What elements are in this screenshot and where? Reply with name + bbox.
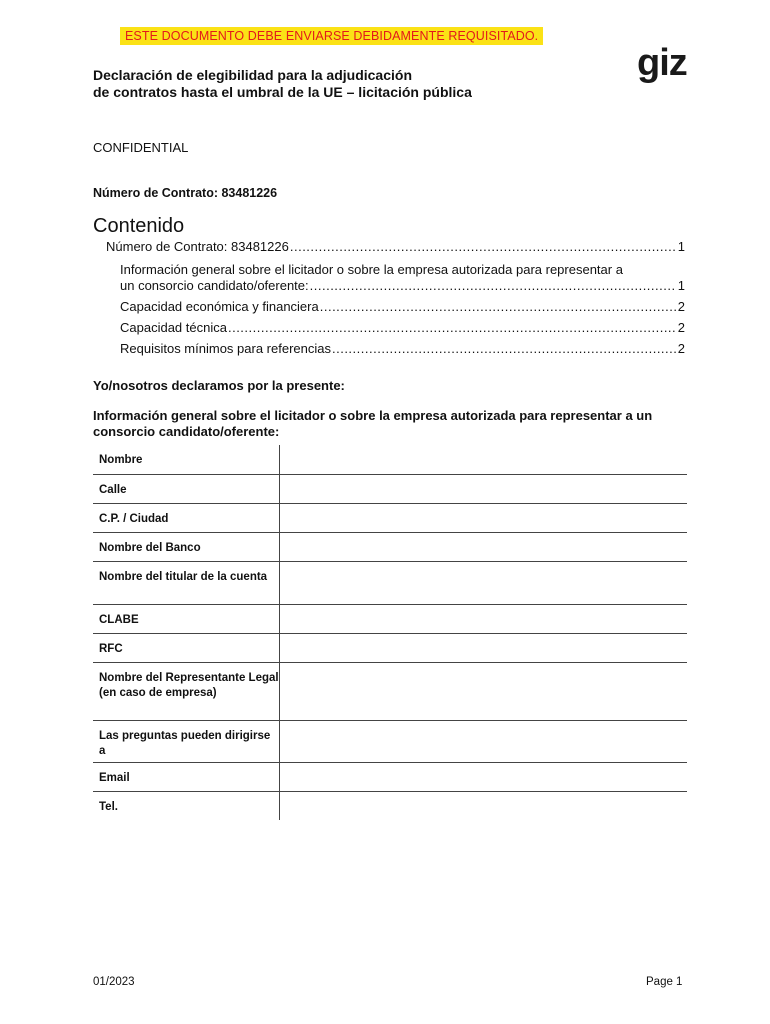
- form-row: [93, 633, 687, 662]
- form-row: [93, 791, 687, 820]
- confidential-label: CONFIDENTIAL: [93, 140, 189, 155]
- giz-logo: giz: [637, 42, 687, 84]
- footer-date: 01/2023: [93, 976, 135, 988]
- bidder-info-form: [93, 445, 687, 820]
- document-title: [93, 67, 613, 101]
- field-label: Las preguntas pueden dirigirse a: [99, 729, 271, 757]
- field-value-input[interactable]: [280, 532, 688, 561]
- field-label: RFC: [99, 642, 123, 655]
- form-row: [93, 474, 687, 503]
- toc-entry-text: Capacidad económica y financiera: [120, 299, 319, 314]
- form-row: [93, 503, 687, 532]
- form-row: [93, 532, 687, 561]
- toc-entry-technical-capacity[interactable]: [120, 320, 685, 336]
- toc-entry-page: 2: [677, 320, 685, 335]
- field-label: CLABE: [99, 613, 139, 626]
- form-row: [93, 662, 687, 720]
- field-label: Nombre del Banco: [99, 541, 201, 554]
- field-value-input[interactable]: [280, 445, 688, 474]
- toc-dot-leader: [310, 278, 676, 294]
- field-value-input[interactable]: [280, 474, 688, 503]
- form-row: [93, 720, 687, 762]
- toc-entry-page: 1: [677, 239, 685, 254]
- title-line-2: de contratos hasta el umbral de la UE – licitación pública: [93, 84, 472, 100]
- field-label: Tel.: [99, 800, 118, 813]
- toc-dot-leader: [228, 320, 676, 336]
- field-label: C.P. / Ciudad: [99, 512, 169, 525]
- toc-dot-leader: [290, 239, 676, 255]
- toc-entry-text: Requisitos mínimos para referencias: [120, 341, 331, 356]
- title-line-1: Declaración de elegibilidad para la adjudicación: [93, 67, 412, 83]
- toc-heading: Contenido: [93, 215, 185, 237]
- toc-entry-page: 1: [677, 278, 685, 293]
- form-row: [93, 445, 687, 474]
- contract-number: Número de Contrato: 83481226: [93, 186, 278, 200]
- field-label: Nombre del titular de la cuenta: [99, 570, 268, 583]
- toc-entry-financial-capacity[interactable]: [120, 299, 685, 315]
- form-row: [93, 561, 687, 604]
- general-info-heading: Información general sobre el licitador o sobre la empresa autorizada para representar a un consorcio candidato/oferente:: [93, 408, 653, 439]
- toc-entry-text: Número de Contrato: 83481226: [106, 239, 289, 254]
- field-value-input[interactable]: [280, 720, 688, 762]
- declaration-heading: Yo/nosotros declaramos por la presente:: [93, 378, 345, 393]
- field-label: Email: [99, 771, 130, 784]
- toc-entry-general-info[interactable]: [120, 262, 685, 294]
- toc-dot-leader: [332, 341, 676, 357]
- toc-entry-page: 2: [677, 341, 685, 356]
- toc-dot-leader: [320, 299, 676, 315]
- form-row: [93, 604, 687, 633]
- toc-entry-text: Capacidad técnica: [120, 320, 227, 335]
- toc-entry-page: 2: [677, 299, 685, 314]
- toc-entry-contract[interactable]: [106, 239, 685, 255]
- warning-banner: ESTE DOCUMENTO DEBE ENVIARSE DEBIDAMENTE REQUISITADO.: [120, 27, 543, 45]
- field-label: Calle: [99, 483, 127, 496]
- footer-page-number: Page 1: [646, 976, 683, 988]
- field-value-input[interactable]: [280, 791, 688, 820]
- form-row: [93, 762, 687, 791]
- field-value-input[interactable]: [280, 662, 688, 720]
- field-label: Nombre del Representante Legal (en caso de empresa): [99, 671, 279, 699]
- field-value-input[interactable]: [280, 503, 688, 532]
- toc-entry-text: un consorcio candidato/oferente:: [120, 278, 309, 293]
- field-value-input[interactable]: [280, 762, 688, 791]
- toc-entry-text-line1: Información general sobre el licitador o sobre la empresa autorizada para representar a: [120, 262, 623, 277]
- field-value-input[interactable]: [280, 561, 688, 604]
- field-value-input[interactable]: [280, 604, 688, 633]
- field-label: Nombre: [99, 454, 143, 466]
- toc-entry-references[interactable]: [120, 341, 685, 357]
- field-value-input[interactable]: [280, 633, 688, 662]
